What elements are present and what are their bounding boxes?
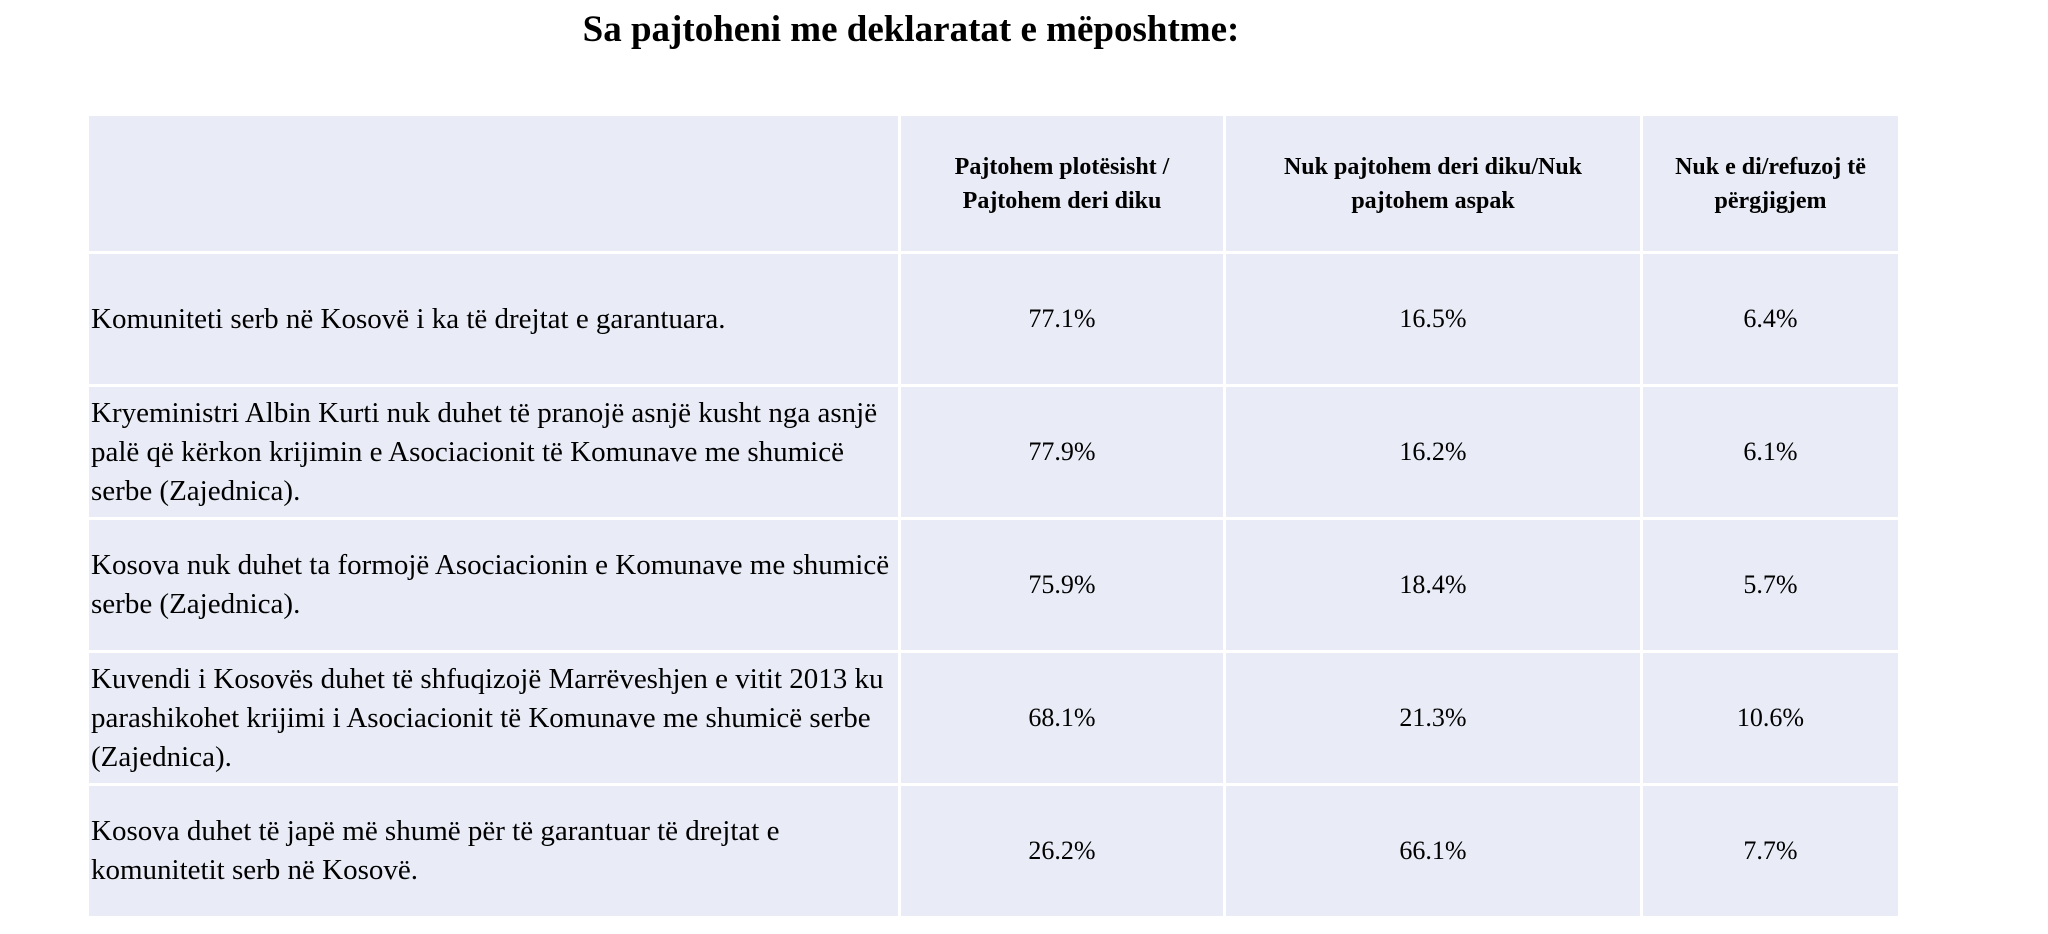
disagree-value: 21.3% bbox=[1226, 653, 1640, 783]
agree-value: 26.2% bbox=[901, 786, 1223, 916]
dont-know-value: 6.4% bbox=[1643, 254, 1898, 384]
agree-value: 75.9% bbox=[901, 520, 1223, 650]
statement-cell: Kosova nuk duhet ta formojë Asociacionin e Komunave me shumicë serbe (Zajednica). bbox=[89, 520, 898, 650]
table-row bbox=[89, 786, 1898, 916]
header-dont-know-label: Nuk e di/refuzoj të përgjigjem bbox=[1675, 153, 1866, 214]
table-row bbox=[89, 254, 1898, 384]
survey-results-table bbox=[86, 113, 1901, 919]
table-row bbox=[89, 520, 1898, 650]
disagree-value: 66.1% bbox=[1226, 786, 1640, 916]
statement-cell: Kryeministri Albin Kurti nuk duhet të pranojë asnjë kusht nga asnjë palë që kërkon krijimin e Asociacionit të Komunave me shumicë serbe (Zajednica). bbox=[89, 387, 898, 517]
agree-value: 77.1% bbox=[901, 254, 1223, 384]
disagree-value: 16.5% bbox=[1226, 254, 1640, 384]
table-row bbox=[89, 387, 1898, 517]
header-dont-know bbox=[1643, 116, 1898, 251]
table-header-row bbox=[89, 116, 1898, 251]
header-agree bbox=[901, 116, 1223, 251]
header-agree-label: Pajtohem plotësisht / Pajtohem deri diku bbox=[954, 153, 1170, 214]
dont-know-value: 6.1% bbox=[1643, 387, 1898, 517]
statement-cell: Kosova duhet të japë më shumë për të garantuar të drejtat e komunitetit serb në Kosovë. bbox=[89, 786, 898, 916]
agree-value: 68.1% bbox=[901, 653, 1223, 783]
dont-know-value: 5.7% bbox=[1643, 520, 1898, 650]
header-disagree-label: Nuk pajtohem deri diku/Nuk pajtohem aspak bbox=[1283, 153, 1583, 214]
dont-know-value: 7.7% bbox=[1643, 786, 1898, 916]
dont-know-value: 10.6% bbox=[1643, 653, 1898, 783]
agree-value: 77.9% bbox=[901, 387, 1223, 517]
header-disagree bbox=[1226, 116, 1640, 251]
header-statement bbox=[89, 116, 898, 251]
table-row bbox=[89, 653, 1898, 783]
statement-cell: Kuvendi i Kosovës duhet të shfuqizojë Marrëveshjen e vitit 2013 ku parashikohet krijimi i Asociacionit të Komunave me shumicë serbe (Zajednica). bbox=[89, 653, 898, 783]
statement-cell: Komuniteti serb në Kosovë i ka të drejtat e garantuara. bbox=[89, 254, 898, 384]
disagree-value: 18.4% bbox=[1226, 520, 1640, 650]
page-title: Sa pajtoheni me deklaratat e mëposhtme: bbox=[582, 9, 1240, 50]
disagree-value: 16.2% bbox=[1226, 387, 1640, 517]
